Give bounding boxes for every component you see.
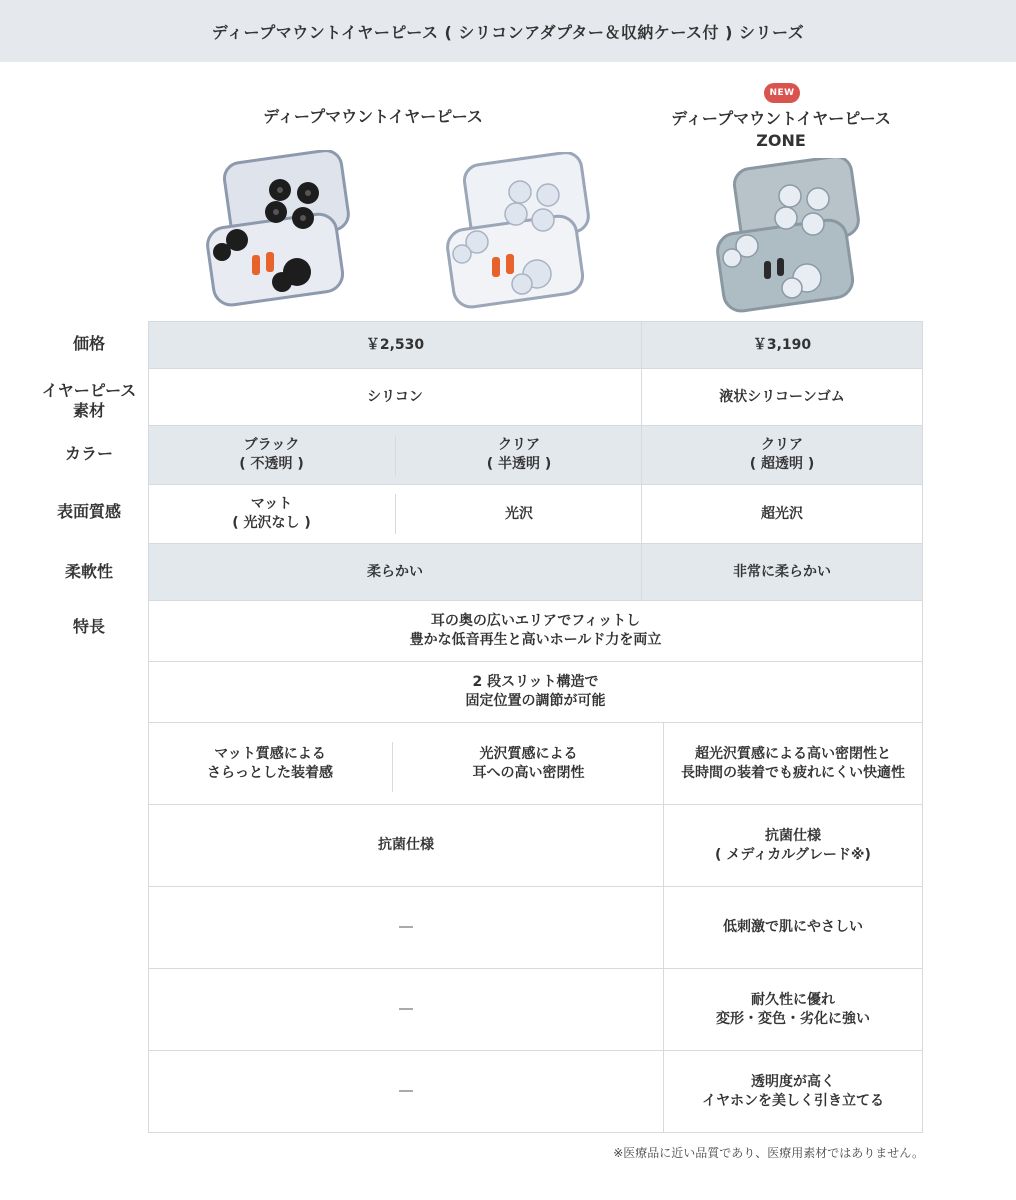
surface-black-line2: ( 光沢なし ): [232, 515, 311, 531]
feature-6-zone: [663, 968, 923, 1051]
feature-3-clear-line2: 耳への高い密閉性: [472, 764, 585, 781]
surface-clear: 光沢: [505, 505, 533, 522]
clear-earpiece-case-image: [432, 152, 602, 312]
feature-6-zone-line1: 耐久性に優れ: [751, 991, 835, 1008]
color-zone-line2: ( 超透明 ): [749, 456, 815, 472]
product-title-zone: [640, 108, 922, 152]
color-clear-line1: クリア: [497, 437, 540, 453]
feature-4-zone: [663, 804, 923, 887]
surface-black: [148, 484, 395, 544]
feature-3-zone: [663, 722, 923, 805]
row-label-features: 特長: [72, 617, 105, 636]
color-clear-line2: ( 半透明 ): [486, 456, 552, 472]
flexibility-standard: 柔らかい: [148, 543, 642, 601]
black-earpiece-case-image: [192, 150, 362, 310]
feature-4-standard: 抗菌仕様: [148, 804, 664, 887]
price-zone: ￥3,190: [641, 321, 923, 369]
row-label-flexibility: 柔軟性: [64, 562, 113, 581]
row-label-surface: 表面質感: [56, 502, 121, 521]
row-label-material-line1: イヤーピース: [41, 381, 137, 400]
product-title-zone-line1: ディープマウントイヤーピース: [671, 109, 891, 128]
footnote: ※医療品に近い品質であり、医療用素材ではありません。: [613, 1146, 924, 1160]
price-standard: ￥2,530: [148, 321, 642, 369]
series-banner: ディープマウントイヤーピース ( シリコンアダプター＆収納ケース付 ) シリーズ: [0, 0, 1016, 62]
feature-1-line2: 豊かな低音再生と高いホールド力を両立: [409, 632, 662, 648]
feature-3-clear: [393, 722, 664, 805]
product-title-zone-line2: ZONE: [756, 131, 806, 150]
color-zone-line1: クリア: [760, 437, 803, 453]
feature-4-zone-line2: ( メディカルグレード※): [715, 846, 871, 863]
zone-earpiece-case-image: [702, 158, 872, 313]
product-title-standard: ディープマウントイヤーピース: [263, 107, 483, 126]
feature-1-line1: 耳の奥の広いエリアでフィットし: [430, 613, 641, 629]
feature-3-zone-line1: 超光沢質感による高い密閉性と: [695, 745, 891, 762]
feature-6-zone-line2: 変形・変色・劣化に強い: [716, 1010, 870, 1027]
feature-2-line2: 固定位置の調節が可能: [465, 693, 606, 709]
feature-3-zone-line2: 長時間の装着でも疲れにくい快適性: [681, 764, 905, 781]
feature-7-zone-line1: 透明度が高く: [751, 1073, 835, 1090]
row-label-color: カラー: [64, 444, 113, 463]
feature-3-black-line1: マット質感による: [214, 745, 326, 762]
material-standard: シリコン: [148, 368, 642, 426]
feature-5-standard: ―: [148, 886, 664, 969]
color-black: [148, 425, 395, 485]
row-label-price: 価格: [72, 334, 105, 353]
flexibility-zone: 非常に柔らかい: [641, 543, 923, 601]
surface-black-line1: マット: [250, 496, 293, 512]
feature-3-black: [148, 722, 392, 805]
color-black-line1: ブラック: [243, 437, 300, 453]
new-badge: NEW: [764, 83, 800, 103]
surface-zone: 超光沢: [641, 484, 923, 544]
color-clear: [396, 425, 642, 485]
feature-7-zone: [663, 1050, 923, 1133]
color-black-line2: ( 不透明 ): [239, 456, 304, 472]
feature-5-zone: 低刺激で肌にやさしい: [663, 886, 923, 969]
feature-6-standard: ―: [148, 968, 664, 1051]
feature-7-standard: ―: [148, 1050, 664, 1133]
color-zone: [641, 425, 923, 485]
row-label-material: [20, 381, 158, 421]
feature-7-zone-line2: イヤホンを美しく引き立てる: [702, 1092, 884, 1109]
feature-2-line1: 2 段スリット構造で: [472, 674, 599, 690]
feature-4-zone-line1: 抗菌仕様: [764, 827, 821, 844]
feature-2: [148, 661, 923, 723]
feature-1: [148, 600, 923, 662]
row-label-material-line2: 素材: [72, 401, 105, 420]
feature-3-black-line2: さらっとした装着感: [207, 764, 333, 781]
material-zone: 液状シリコーンゴム: [641, 368, 923, 426]
feature-3-clear-line1: 光沢質感による: [479, 745, 578, 762]
